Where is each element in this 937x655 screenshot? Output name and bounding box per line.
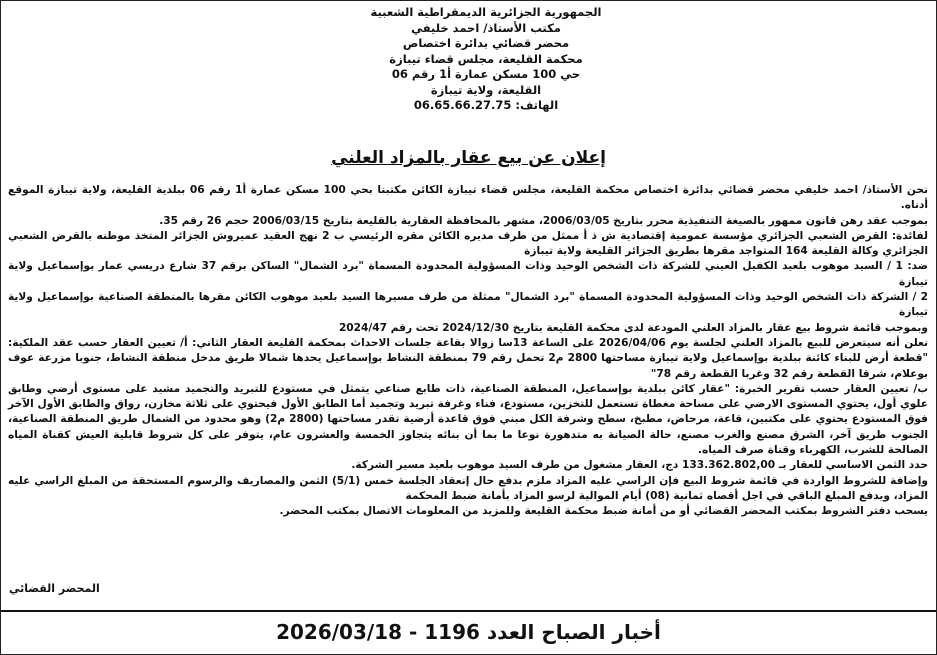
office-header bbox=[336, 5, 636, 114]
notice-body bbox=[8, 183, 928, 520]
header-phone: الهاتف: 06.65.66.27.75 bbox=[413, 98, 559, 112]
paragraph-base-price: حدد الثمن الاساسي للعقار بـ 133.362.802,00 دج، العقار مشغول من طرف السيد موهوب بلعيد مسير الشركة. bbox=[351, 459, 928, 472]
header-city: القليعة، ولاية تيبازة bbox=[430, 82, 542, 97]
paragraph-mortgage: بموجب عقد رهن قانون ممهور بالصيغة التنفيذية محرر بتاريخ 2006/03/05، مشهر بالمحافظة العقارية بالقليعة بتاريخ 2006/03/15 حجم 26 رقم 35. bbox=[159, 214, 928, 227]
paragraph-conditions-list: وبموجب قائمة شروط بيع عقار بالمزاد العلني المودعة لدى محكمة القليعة بتاريخ 2024/12/30 تحت رقم 2024/47 bbox=[338, 321, 928, 334]
paragraph-against-2: 2 / الشركة ذات الشخص الوحيد وذات المسؤولية المحدودة المسماة "برد الشمال" ممثلة من طرف مسيرها السيد بلعيد موهوب الكائن مقرها بالمنطقة الصناعية بوإسماعيل ولاية تيبازة bbox=[8, 291, 928, 319]
paragraph-expert-report: ب/ تعيين العقار حسب تقرير الخبرة: "عقار كائن ببلدية بوإسماعيل، المنطقة الصناعية، ذات طابع صناعي يتمثل في مستودع للتبريد والتجميد مشيد على مستوى أرضي وطابق علوي أول، يحتوي المستوى الارضي على مساحة مغطاة تستعمل للتخزين، مستودع، فناء وغرفة تبريد وتجميد أما الطابق الأول فيحتوي على ثلاثة مخازن، رواق والطابق الأول الآخر فوق المستودع يحتوي على مكتبين، قاعة، مرحاض، مطبخ، سطح وشرفة الكل مبني فوق قاعدة أرضية تقدر مساحتها (2800 م2) وهو محدود من الشمال طريق المنطقة الصناعية، الجنوب طريق آخر، الشرق مصنع والغرب مصنع، حالة الصيانة به متدهورة نوعا ما بما أن بنائه يتجاوز الخمسة والعشرون عام، يتوفر على كل شروط قابلية العيش كقناة المياه الصالحة للشرب، الكهرباء وقناة صرف المياه. bbox=[8, 382, 928, 457]
header-role: محضر قضائي بدائرة اختصاص bbox=[402, 36, 570, 50]
paragraph-beneficiary: لفائدة: القرض الشعبي الجزائري مؤسسة عمومية إقتصادية ش ذ أ ممثل من طرف مديره الكائن مقره الرئيسي ب 2 نهج العقيد عميروش الجزائر المتخذ موطنه بالقرض الشعبي الجزائري وكالة القليعة 164 المتواجد مقرها بطريق الجزائر القليعة ولاية تيبازة bbox=[8, 229, 928, 258]
paragraph-contact: يسحب دفتر الشروط بمكتب المحضر القضائي أو من أمانة ضبط محكمة القليعة وللمزيد من المعلومات الاتصال بمكتب المحضر. bbox=[279, 505, 928, 518]
paragraph-sale-announcement: نعلن أنه سيتعرض للبيع بالمزاد العلني لجلسة يوم 2026/04/06 على الساعة 13سا زوالا بقاعة جلسات الاحداث بمحكمة القليعة العقار الثاني: أ/ تعيين العقار حسب عقد الملكية: "قطعة أرض للبناء كائنة ببلدية بوإسماعيل ولاية تيبازة مساحتها 2800 م2 تحمل رقم 79 بمنطقة النشاط بوإسماعيل يحدها شمالا طريق مدخل منطقة النشاط، جنوبا مزرعة عوف بوعلام، شرقا القطعة رقم 32 وغربا القطعة رقم 78" bbox=[8, 336, 929, 380]
header-address: حي 100 مسكن عمارة أ1 رقم 06 bbox=[391, 67, 581, 81]
paragraph-against-1: ضد: 1 / السيد موهوب بلعيد الكفيل العيني للشركة ذات الشخص الوحيد وذات المسؤولية المحدودة المسماة "برد الشمال" الساكن برقم 37 شارع دريسي عمار بوإسماعيل ولاية تيبازة bbox=[8, 260, 928, 288]
notice-title: إعلان عن بيع عقار بالمزاد العلني bbox=[331, 148, 606, 168]
paragraph-payment-terms: وإضافة للشروط الواردة في قائمة شروط البيع فإن الراسي عليه المزاد ملزم بدفع حال إنعقاد الجلسة خمس (5/1) الثمن والمصاريف والرسوم المستحقة من المبلغ الراسي عليه المزاد، ويدفع المبلغ الباقي في اجل أقصاه ثمانية (08) أيام الموالية لرسو المزاد بأمانة ضبط المحكمة bbox=[8, 474, 928, 502]
header-republic: الجمهورية الجزائرية الديمقراطية الشعبية bbox=[370, 5, 602, 19]
header-court: محكمة القليعة، مجلس قضاء تيبازة bbox=[389, 51, 583, 66]
newspaper-footer: أخبار الصباح العدد 1196 - 2026/03/18 bbox=[1, 610, 936, 654]
header-office: مكتب الأستاذ/ احمد خليفي bbox=[411, 20, 561, 35]
signature: المحضر القضائي bbox=[9, 582, 100, 595]
paragraph-intro: نحن الأستاذ/ احمد خليفي محضر قضائي بدائرة اختصاص محكمة القليعة، مجلس قضاء تيبازة الكائن مكتبنا بحي 100 مسكن عمارة أ1 رقم 06 ببلدية القليعة، ولاية تيبازة الموقع أدناه. bbox=[8, 184, 928, 212]
